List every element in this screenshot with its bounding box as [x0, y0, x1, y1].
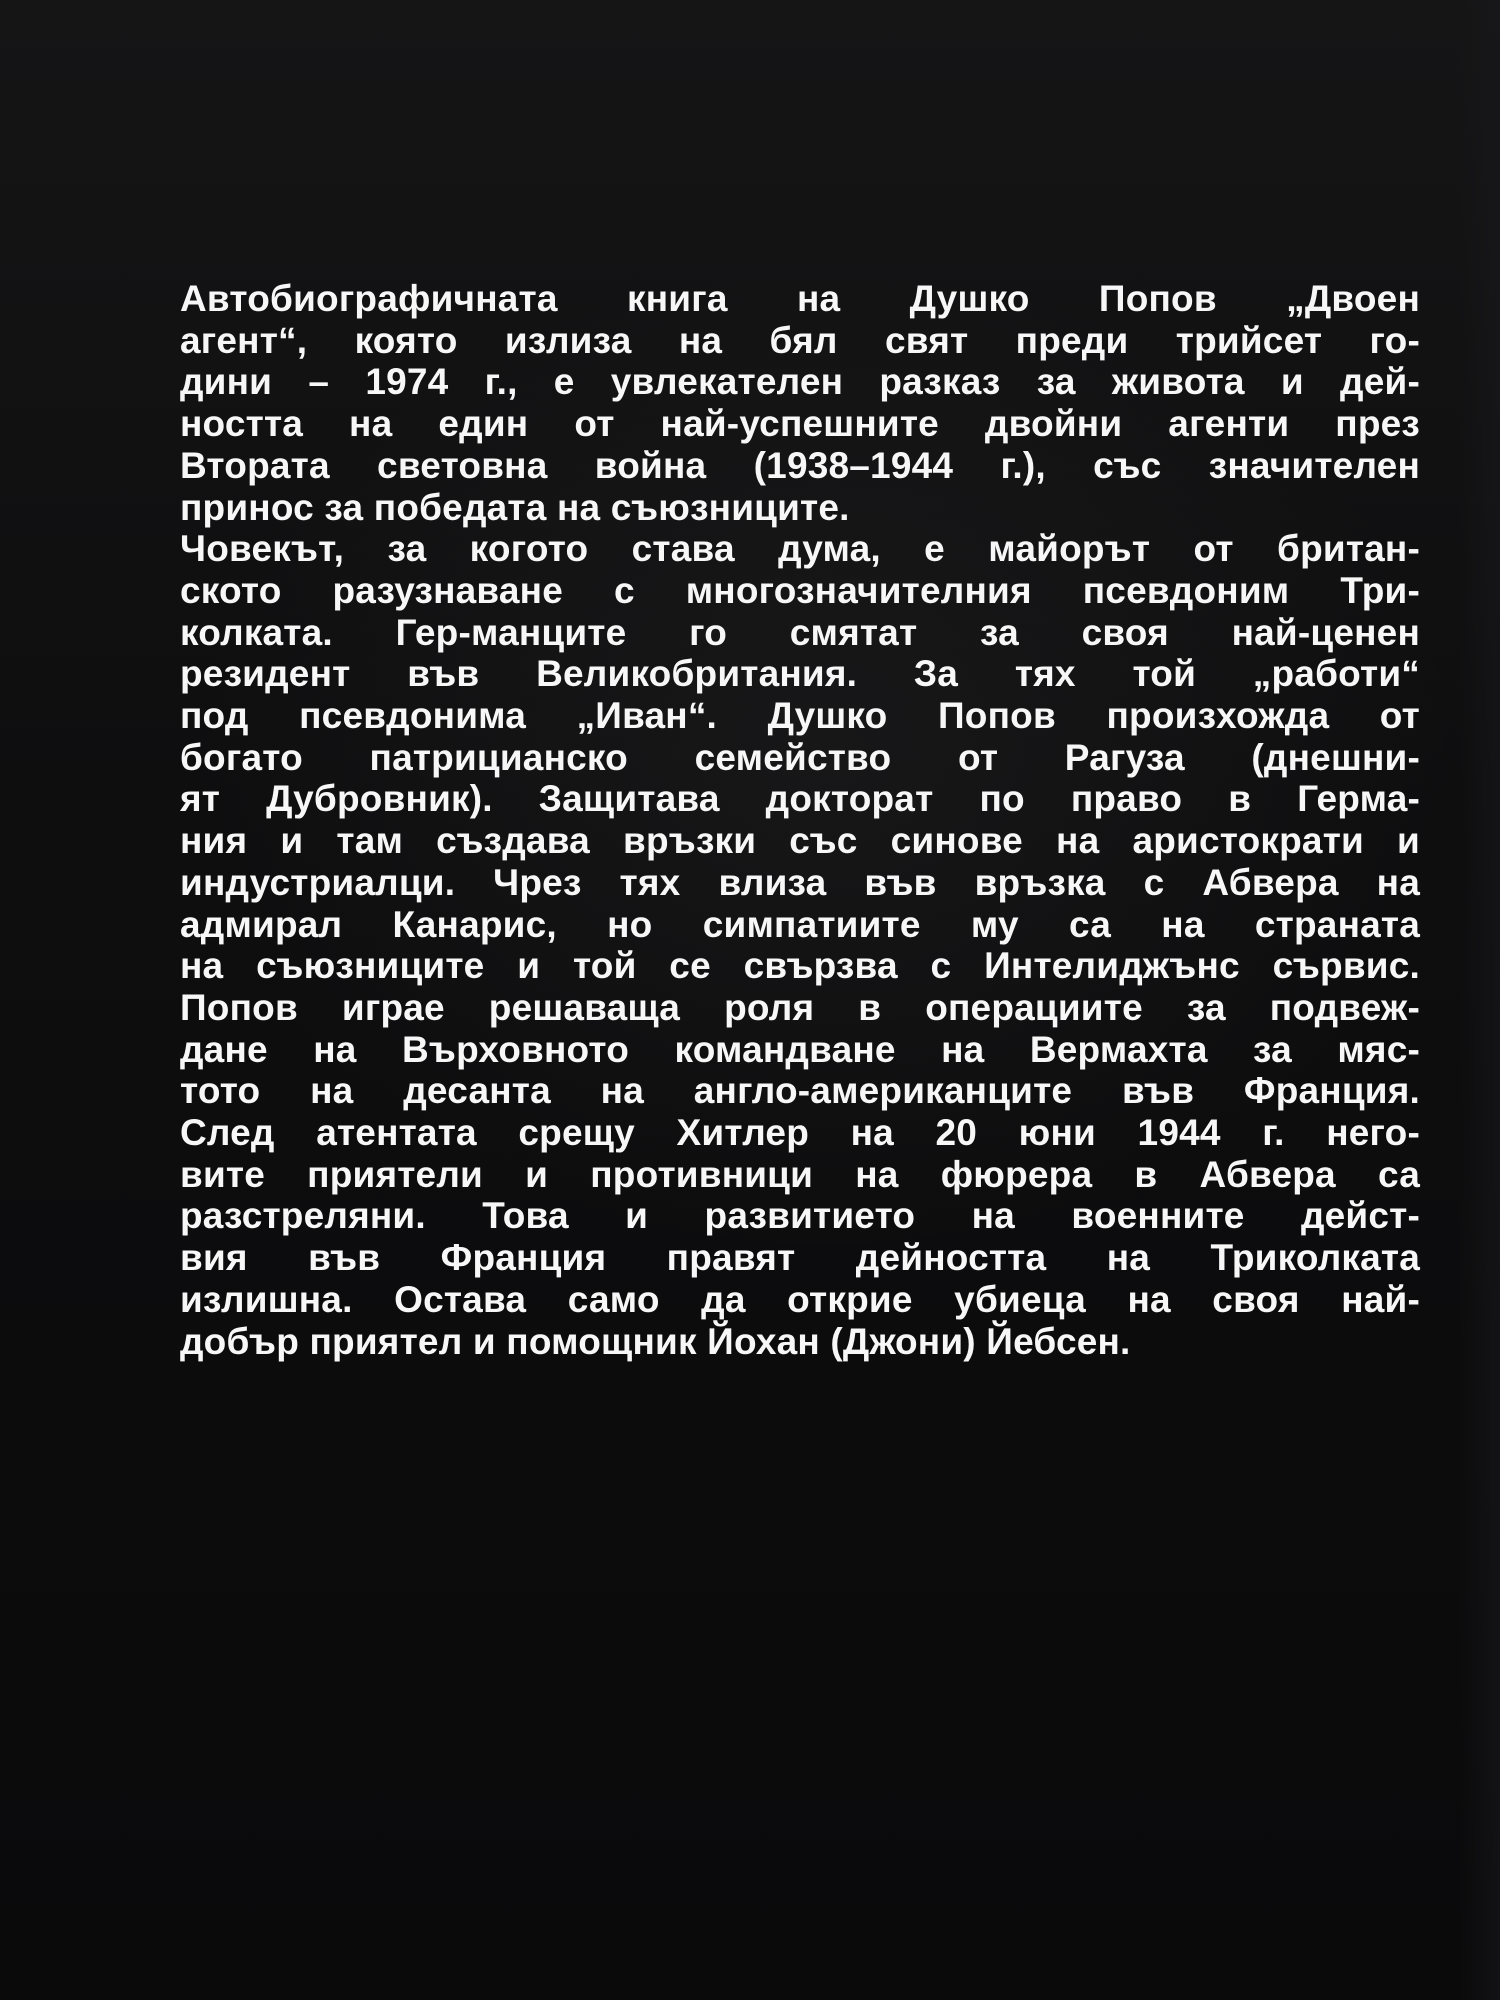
blurb-line: под псевдонима „Иван“. Душко Попов произхожда от: [180, 695, 1420, 737]
blurb-line: ското разузнаване с многозначителния псевдоним Три-: [180, 569, 1420, 611]
blurb-paragraph-1: [180, 278, 1420, 528]
blurb-line: ят Дубровник). Защитава докторат по право в Герма-: [180, 778, 1420, 820]
page-edge-shadow: [1460, 0, 1500, 2000]
blurb-line: резидент във Великобритания. За тях той „работи“: [180, 653, 1420, 695]
blurb-line: дини – 1974 г., е увлекателен разказ за живота и дей-: [180, 361, 1420, 403]
blurb-line: дане на Върховното командване на Вермахта за мяс-: [180, 1028, 1420, 1070]
blurb-line: тото на десанта на англо-американците във Франция.: [180, 1070, 1420, 1112]
blurb-line: принос за победата на съюзниците.: [180, 486, 850, 528]
blurb-line: Попов играе решаваща роля в операциите за подвеж-: [180, 986, 1420, 1028]
blurb-line: вите приятели и противници на фюрера в Абвера са: [180, 1153, 1420, 1195]
blurb-line: излишна. Остава само да открие убиеца на своя най-: [180, 1278, 1420, 1320]
blurb-line: колката. Гер-манците го смятат за своя най-ценен: [180, 611, 1420, 653]
blurb-line: индустриалци. Чрез тях влиза във връзка с Абвера на: [180, 861, 1420, 903]
blurb-line: Човекът, за когото става дума, е майорът от британ-: [180, 528, 1420, 570]
blurb-line: ния и там създава връзки със синове на аристократи и: [180, 820, 1420, 862]
blurb-line: разстреляни. Това и развитието на военните дейст-: [180, 1195, 1420, 1237]
blurb-line: След атентата срещу Хитлер на 20 юни 1944 г. него-: [180, 1112, 1420, 1154]
back-cover-blurb: [180, 278, 1420, 1362]
blurb-line: богато патрицианско семейство от Рагуза (днешни-: [180, 736, 1420, 778]
blurb-line: агент“, която излиза на бял свят преди трийсет го-: [180, 319, 1420, 361]
blurb-line: ността на един от най-успешните двойни агенти през: [180, 403, 1420, 445]
blurb-line: Втората световна война (1938–1944 г.), със значителен: [180, 444, 1420, 486]
blurb-paragraph-2: [180, 528, 1420, 1362]
blurb-line: вия във Франция правят дейността на Триколката: [180, 1237, 1420, 1279]
blurb-line: на съюзниците и той се свързва с Интелиджънс сървис.: [180, 945, 1420, 987]
blurb-line: Автобиографичната книга на Душко Попов „Двоен: [180, 278, 1420, 319]
blurb-line: добър приятел и помощник Йохан (Джони) Йебсен.: [180, 1320, 1131, 1362]
blurb-line: адмирал Канарис, но симпатиите му са на страната: [180, 903, 1420, 945]
